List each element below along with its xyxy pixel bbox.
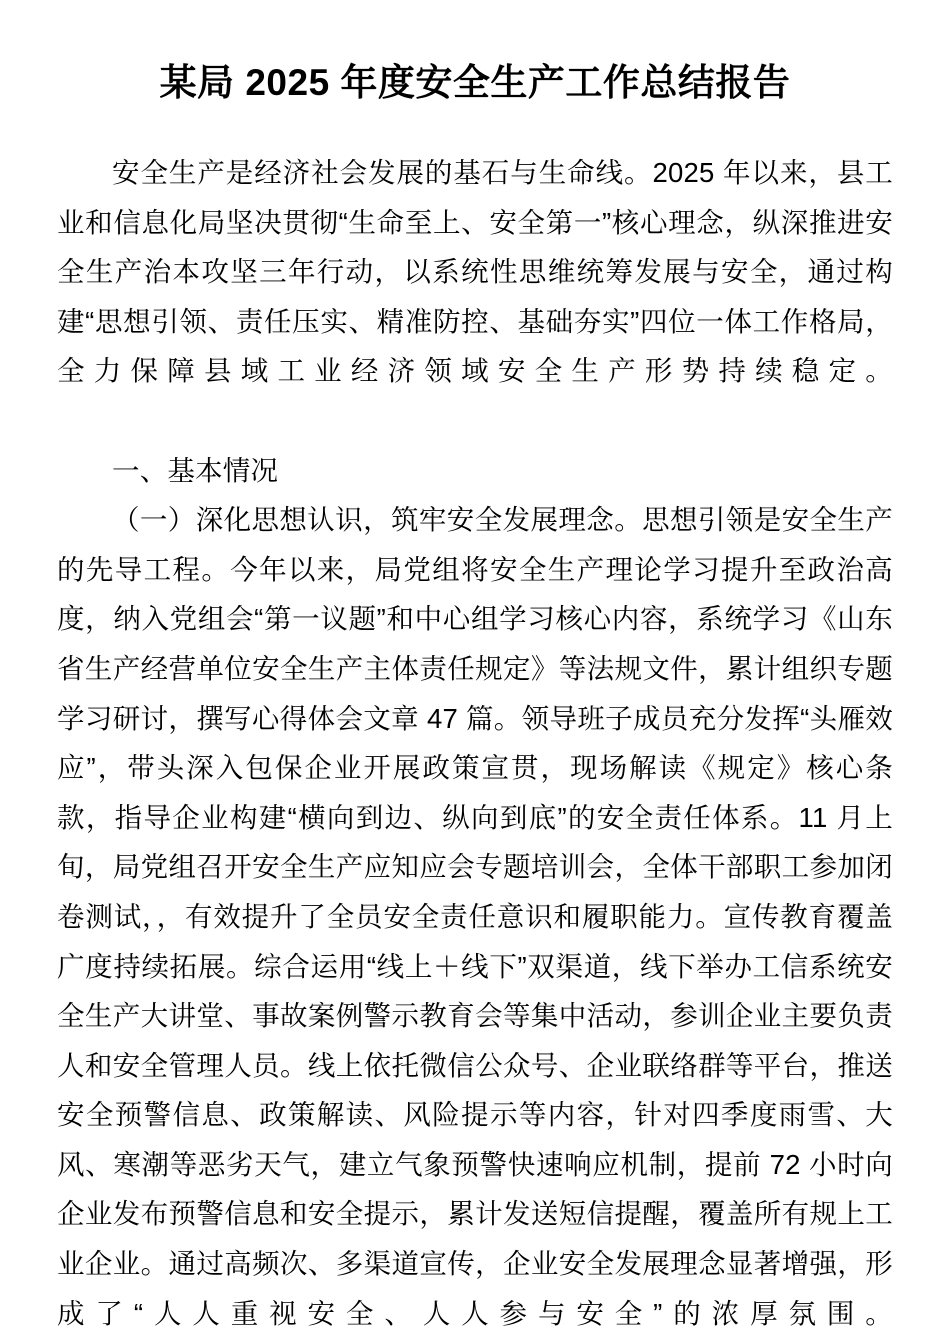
paragraph-intro: 安全生产是经济社会发展的基石与生命线。2025 年以来，县工业和信息化局坚决贯彻“生命至上、安全第一”核心理念，纵深推进安全生产治本攻坚三年行动，以系统性思维统筹发展与安全，通过构建“思想引领、责任压实、精准防控、基础夯实”四位一体工作格局，全力保障县域工业经济领域安全生产形势持续稳定。	[57, 157, 893, 387]
paragraph-section-1-1: （一）深化思想认识，筑牢安全发展理念。思想引领是安全生产的先导工程。今年以来，局党组将安全生产理论学习提升至政治高度，纳入党组会“第一议题”和中心组学习核心内容，系统学习《山东省生产经营单位安全生产主体责任规定》等法规文件，累计组织专题学习研讨，撰写心得体会文章 47 篇。领导班子成员充分发挥“头雁效应”，带头深入包保企业开展政策宣贯，现场解读《规定》核心条款，指导企业构建“横向到边、纵向到底”的安全责任体系。11 月上旬，局党组召开安全生产应知应会专题培训会，全体干部职工参加闭卷测试，，有效提升了全员安全责任意识和履职能力。宣传教育覆盖广度持续拓展。综合运用“线上＋线下”双渠道，线下举办工信系统安全生产大讲堂、事故案例警示教育会等集中活动，参训企业主要负责人和安全管理人员。线上依托微信公众号、企业联络群等平台，推送安全预警信息、政策解读、风险提示等内容，针对四季度雨雪、大风、寒潮等恶劣天气，建立气象预警快速响应机制，提前 72 小时向企业发布预警信息和安全提示，累计发送短信提醒，覆盖所有规上工业企业。通过高频次、多渠道宣传，企业安全发展理念显著增强，形成了“人人重视安全、人人参与安全”的浓厚氛围。	[57, 504, 893, 1329]
document-body	[57, 148, 893, 1344]
page-title: 某局 2025 年度安全生产工作总结报告	[159, 62, 791, 103]
section-heading-1: 一、基本情况	[112, 454, 279, 486]
